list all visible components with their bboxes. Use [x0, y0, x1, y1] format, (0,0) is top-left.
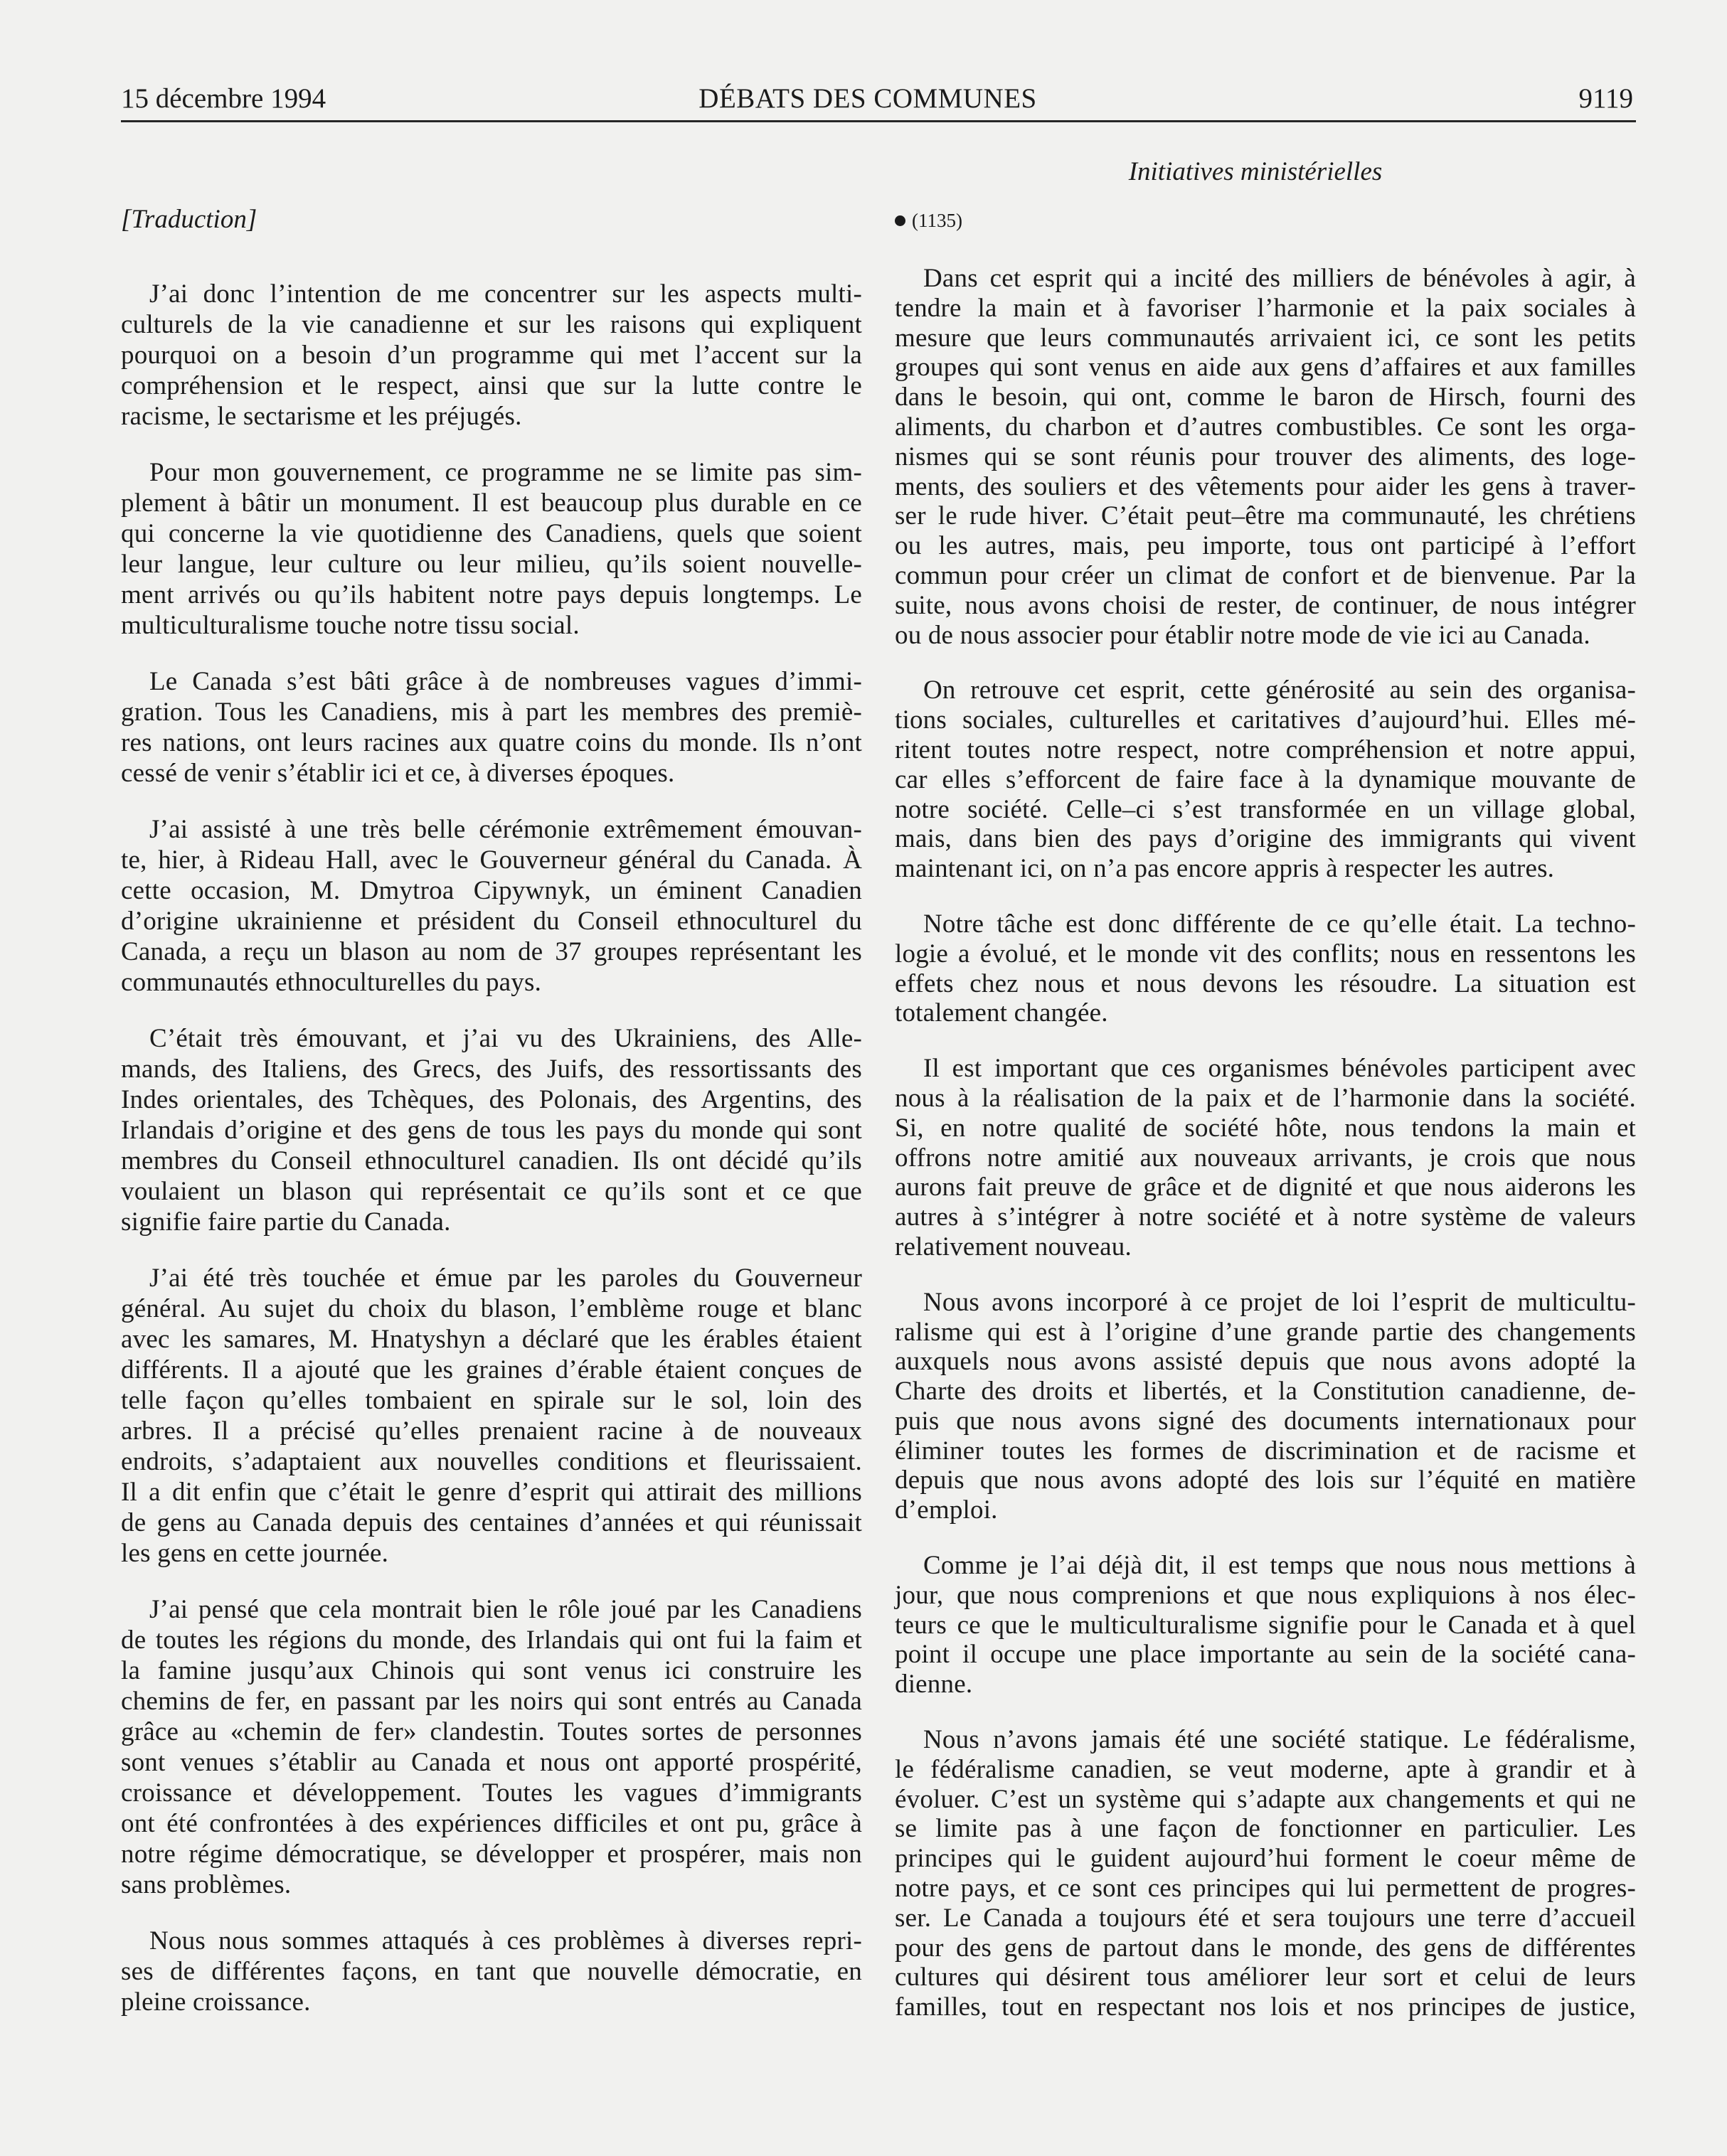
text-line: commun pour créer un climat de confort et de bienvenue. Par la — [895, 560, 1636, 590]
text-line: dienne. — [895, 1670, 973, 1699]
text-line: On retrouve cet esprit, cette générosité au sein des organisa- — [923, 676, 1636, 705]
text-line: totalement changée. — [895, 998, 1108, 1028]
text-line: membres du Conseil ethnoculturel canadien. Ils ont décidé qu’ils — [121, 1146, 862, 1175]
text-line: Nous avons incorporé à ce projet de loi l’esprit de multicultu- — [923, 1287, 1636, 1317]
text-line: groupes qui sont venus en aide aux gens d’affaires et aux familles — [895, 353, 1636, 383]
text-line: se limite pas à une façon de fonctionner en particulier. Les — [895, 1814, 1636, 1844]
text-line: Dans cet esprit qui a incité des milliers de bénévoles à agir, à — [923, 264, 1636, 293]
text-line: aurons fait preuve de grâce et de dignité et que nous aiderons les — [895, 1173, 1636, 1202]
text-line: Indes orientales, des Tchèques, des Polonais, des Argentins, des — [121, 1085, 862, 1114]
text-line: de gens au Canada depuis des centaines d’années et qui réunissait — [121, 1508, 862, 1537]
paragraph — [121, 1926, 862, 2017]
text-line: ritent toutes notre respect, notre compréhension et notre appui, — [895, 735, 1636, 764]
text-line: dans le besoin, qui ont, comme le baron de Hirsch, fourni des — [895, 383, 1636, 412]
text-line: auxquels nous avons assisté depuis que nous avons adopté la — [895, 1347, 1636, 1377]
text-line: Il est important que ces organismes bénévoles participent avec — [923, 1054, 1636, 1084]
text-line: ont été confrontées à des expériences difficiles et ont pu, grâce à — [121, 1809, 862, 1838]
text-line: effets chez nous et nous devons les résoudre. La situation est — [895, 968, 1636, 998]
text-line: pleine croissance. — [121, 1987, 311, 2017]
text-line: voulaient un blason qui représentait ce qu’ils sont et ce que — [121, 1177, 862, 1206]
text-line: signifie faire partie du Canada. — [121, 1207, 451, 1237]
text-line: tions sociales, culturelles et caritatives d’aujourd’hui. Elles mé- — [895, 705, 1636, 735]
text-line: Nous n’avons jamais été une société statique. Le fédéralisme, — [923, 1725, 1636, 1755]
text-line: qui concerne la vie quotidienne des Canadiens, quels que soient — [121, 519, 862, 548]
text-line: éliminer toutes les formes de discrimination et de racisme et — [895, 1436, 1636, 1466]
text-line: ser. Le Canada a toujours été et sera toujours une terre d’accueil — [895, 1903, 1636, 1933]
text-line: pour des gens de partout dans le monde, des gens de différentes — [895, 1933, 1636, 1963]
text-line: culturels de la vie canadienne et sur les raisons qui expliquent — [121, 310, 862, 339]
text-line: mesure que leurs communautés arrivaient ici, ce sont les petits — [895, 323, 1636, 353]
right-column — [895, 264, 1636, 2048]
text-line: de toutes les régions du monde, des Irlandais qui ont fui la faim et — [121, 1626, 862, 1655]
text-line: compréhension et le respect, ainsi que sur la lutte contre le — [121, 371, 862, 400]
text-line: sont venues s’établir au Canada et nous ont apporté prospérité, — [121, 1748, 862, 1777]
text-line: cessé de venir s’établir ici et ce, à diverses époques. — [121, 759, 675, 788]
text-line: principes qui le guident aujourd’hui forment le coeur même de — [895, 1844, 1636, 1874]
text-line: racisme, le sectarisme et les préjugés. — [121, 402, 522, 431]
paragraph — [895, 1725, 1636, 2022]
text-line: chemins de fer, en passant par les noirs qui sont entrés au Canada — [121, 1687, 862, 1716]
time-marker-text: (1135) — [912, 210, 962, 231]
text-line: Charte des droits et libertés, et la Constitution canadienne, de- — [895, 1377, 1636, 1407]
paragraph — [895, 264, 1636, 650]
text-line: mands, des Italiens, des Grecs, des Juifs, des ressortissants des — [121, 1055, 862, 1084]
text-line: autres à s’intégrer à notre société et à notre système de valeurs — [895, 1202, 1636, 1232]
text-line: J’ai pensé que cela montrait bien le rôle joué par les Canadiens — [149, 1595, 862, 1624]
paragraph — [895, 909, 1636, 1028]
paragraph — [895, 1288, 1636, 1525]
paragraph — [121, 457, 862, 641]
text-line: ou les autres, mais, peu importe, tous ont participé à l’effort — [895, 531, 1636, 561]
text-line: Nous nous sommes attaqués à ces problèmes à diverses repri- — [149, 1926, 862, 1955]
text-line: point il occupe une place importante au sein de la société cana- — [895, 1640, 1636, 1670]
text-line: puis que nous avons signé des documents internationaux pour — [895, 1406, 1636, 1436]
text-line: mais, dans bien des pays d’origine des immigrants qui vivent — [895, 824, 1636, 854]
paragraph — [895, 676, 1636, 884]
text-line: évoluer. C’est un système qui s’adapte aux changements et qui ne — [895, 1784, 1636, 1814]
text-line: d’emploi. — [895, 1495, 998, 1525]
text-line: tendre la main et à favoriser l’harmonie et la paix sociales à — [895, 293, 1636, 323]
header-title: DÉBATS DES COMMUNES — [698, 83, 1037, 114]
text-line: ralisme qui est à l’origine d’une grande partie des changements — [895, 1317, 1636, 1347]
text-line: J’ai été très touchée et émue par les paroles du Gouverneur — [149, 1264, 862, 1293]
text-line: ses de différentes façons, en tant que nouvelle démocratie, en — [121, 1957, 862, 1986]
text-line: logie a évolué, et le monde vit des conflits; nous en ressentons les — [895, 939, 1636, 968]
text-line: teurs ce que le multiculturalisme signifie pour le Canada et à quel — [895, 1610, 1636, 1640]
text-line: Canada, a reçu un blason au nom de 37 groupes représentant les — [121, 937, 862, 966]
text-line: plement à bâtir un monument. Il est beaucoup plus durable en ce — [121, 489, 862, 518]
text-line: Il a dit enfin que c’était le genre d’esprit qui attirait des millions — [121, 1478, 862, 1507]
header-rule — [121, 120, 1636, 122]
text-line: cultures qui désirent tous améliorer leur sort et celui de leurs — [895, 1963, 1636, 1992]
paragraph — [121, 1594, 862, 1900]
text-line: J’ai donc l’intention de me concentrer sur les aspects multi- — [149, 279, 862, 309]
text-line: ser le rude hiver. C’était peut–être ma communauté, les chrétiens — [895, 501, 1636, 531]
text-line: pourquoi on a besoin d’un programme qui met l’accent sur la — [121, 341, 862, 370]
text-line: sans problèmes. — [121, 1870, 292, 1899]
text-line: Si, en notre qualité de société hôte, nous tendons la main et — [895, 1113, 1636, 1143]
page-number: 9119 — [1578, 83, 1633, 114]
text-line: car elles s’efforcent de faire face à la dynamique mouvante de — [895, 764, 1636, 794]
text-line: grâce au «chemin de fer» clandestin. Toutes sortes de personnes — [121, 1717, 862, 1746]
bullet-icon — [895, 215, 905, 226]
text-line: J’ai assisté à une très belle cérémonie extrêmement émouvan- — [149, 815, 862, 844]
text-line: offrons notre amitié aux nouveaux arrivants, je crois que nous — [895, 1143, 1636, 1173]
text-line: croissance et développement. Toutes les vagues d’immigrants — [121, 1778, 862, 1808]
text-line: C’était très émouvant, et j’ai vu des Ukrainiens, des Alle- — [149, 1024, 862, 1053]
text-line: jour, que nous comprenions et que nous expliquions à nos élec- — [895, 1580, 1636, 1610]
text-line: d’origine ukrainienne et président du Conseil ethnoculturel du — [121, 907, 862, 936]
text-line: les gens en cette journée. — [121, 1539, 389, 1568]
text-line: notre pays, et ce sont ces principes qui lui permettent de progres- — [895, 1874, 1636, 1904]
paragraph — [121, 279, 862, 432]
paragraph — [121, 814, 862, 998]
text-line: Comme je l’ai déjà dit, il est temps que nous nous mettions à — [923, 1551, 1636, 1581]
text-line: ou de nous associer pour établir notre mode de vie ici au Canada. — [895, 620, 1590, 650]
text-line: avec les samares, M. Hnatyshyn a déclaré que les érables étaient — [121, 1325, 862, 1354]
text-line: suite, nous avons choisi de rester, de continuer, de nous intégrer — [895, 590, 1636, 620]
header-date: 15 décembre 1994 — [121, 83, 326, 114]
time-marker — [895, 206, 962, 235]
text-line: multiculturalisme touche notre tissu social. — [121, 611, 580, 640]
text-line: différents. Il a ajouté que les graines d’érable étaient conçues de — [121, 1355, 862, 1384]
text-line: relativement nouveau. — [895, 1232, 1132, 1261]
text-line: notre régime démocratique, se développer et prospérer, mais non — [121, 1840, 862, 1869]
text-line: familles, tout en respectant nos lois et nos principes de justice, — [895, 1992, 1636, 2022]
text-line: notre société. Celle–ci s’est transformée en un village global, — [895, 794, 1636, 824]
paragraph — [121, 666, 862, 789]
text-line: Notre tâche est donc différente de ce qu’elle était. La techno- — [923, 909, 1636, 939]
text-line: leur langue, leur culture ou leur milieu, qu’ils soient nouvelle- — [121, 550, 862, 579]
paragraph — [895, 1054, 1636, 1262]
text-line: endroits, s’adaptaient aux nouvelles conditions et fleurissaient. — [121, 1447, 862, 1476]
text-line: Le Canada s’est bâti grâce à de nombreuses vagues d’immi- — [149, 667, 862, 696]
text-line: cette occasion, M. Dmytroa Cipywnyk, un éminent Canadien — [121, 876, 862, 905]
text-line: Pour mon gouvernement, ce programme ne se limite pas sim- — [149, 458, 862, 487]
paragraph — [121, 1023, 862, 1237]
text-line: maintenant ici, on n’a pas encore appris à respecter les autres. — [895, 854, 1555, 884]
text-line: aliments, du charbon et d’autres combustibles. Ce sont les orga- — [895, 412, 1636, 442]
text-line: la famine jusqu’aux Chinois qui sont venus ici construire les — [121, 1656, 862, 1685]
text-line: communautés ethnoculturelles du pays. — [121, 968, 542, 997]
text-line: ments, des souliers et des vêtements pour aider les gens à traver- — [895, 471, 1636, 501]
text-line: te, hier, à Rideau Hall, avec le Gouverneur général du Canada. À — [121, 845, 862, 875]
text-line: arbres. Il a précisé qu’elles prenaient racine à de nouveaux — [121, 1416, 862, 1446]
text-line: le fédéralisme canadien, se veut moderne, apte à grandir et à — [895, 1754, 1636, 1784]
text-line: nous à la réalisation de la paix et de l’harmonie dans la société. — [895, 1083, 1636, 1113]
text-line: telle façon qu’elles tombaient en spirale sur le sol, loin des — [121, 1386, 862, 1415]
text-line: nismes qui se sont réunis pour trouver des aliments, des loge- — [895, 442, 1636, 471]
text-line: général. Au sujet du choix du blason, l’emblème rouge et blanc — [121, 1294, 862, 1323]
paragraph — [895, 1551, 1636, 1699]
section-heading: Initiatives ministérielles — [1128, 157, 1383, 186]
paragraph — [121, 1263, 862, 1569]
text-line: depuis que nous avons adopté des lois sur l’équité en matière — [895, 1466, 1636, 1495]
text-line: Irlandais d’origine et des gens de tous les pays du monde qui sont — [121, 1116, 862, 1145]
text-line: res nations, ont leurs racines aux quatre coins du monde. Ils n’ont — [121, 728, 862, 757]
translation-label: [Traduction] — [121, 205, 257, 234]
left-column — [121, 279, 862, 2043]
text-line: gration. Tous les Canadiens, mis à part les membres des premiè- — [121, 698, 862, 727]
text-line: ment arrivés ou qu’ils habitent notre pays depuis longtemps. Le — [121, 580, 862, 609]
